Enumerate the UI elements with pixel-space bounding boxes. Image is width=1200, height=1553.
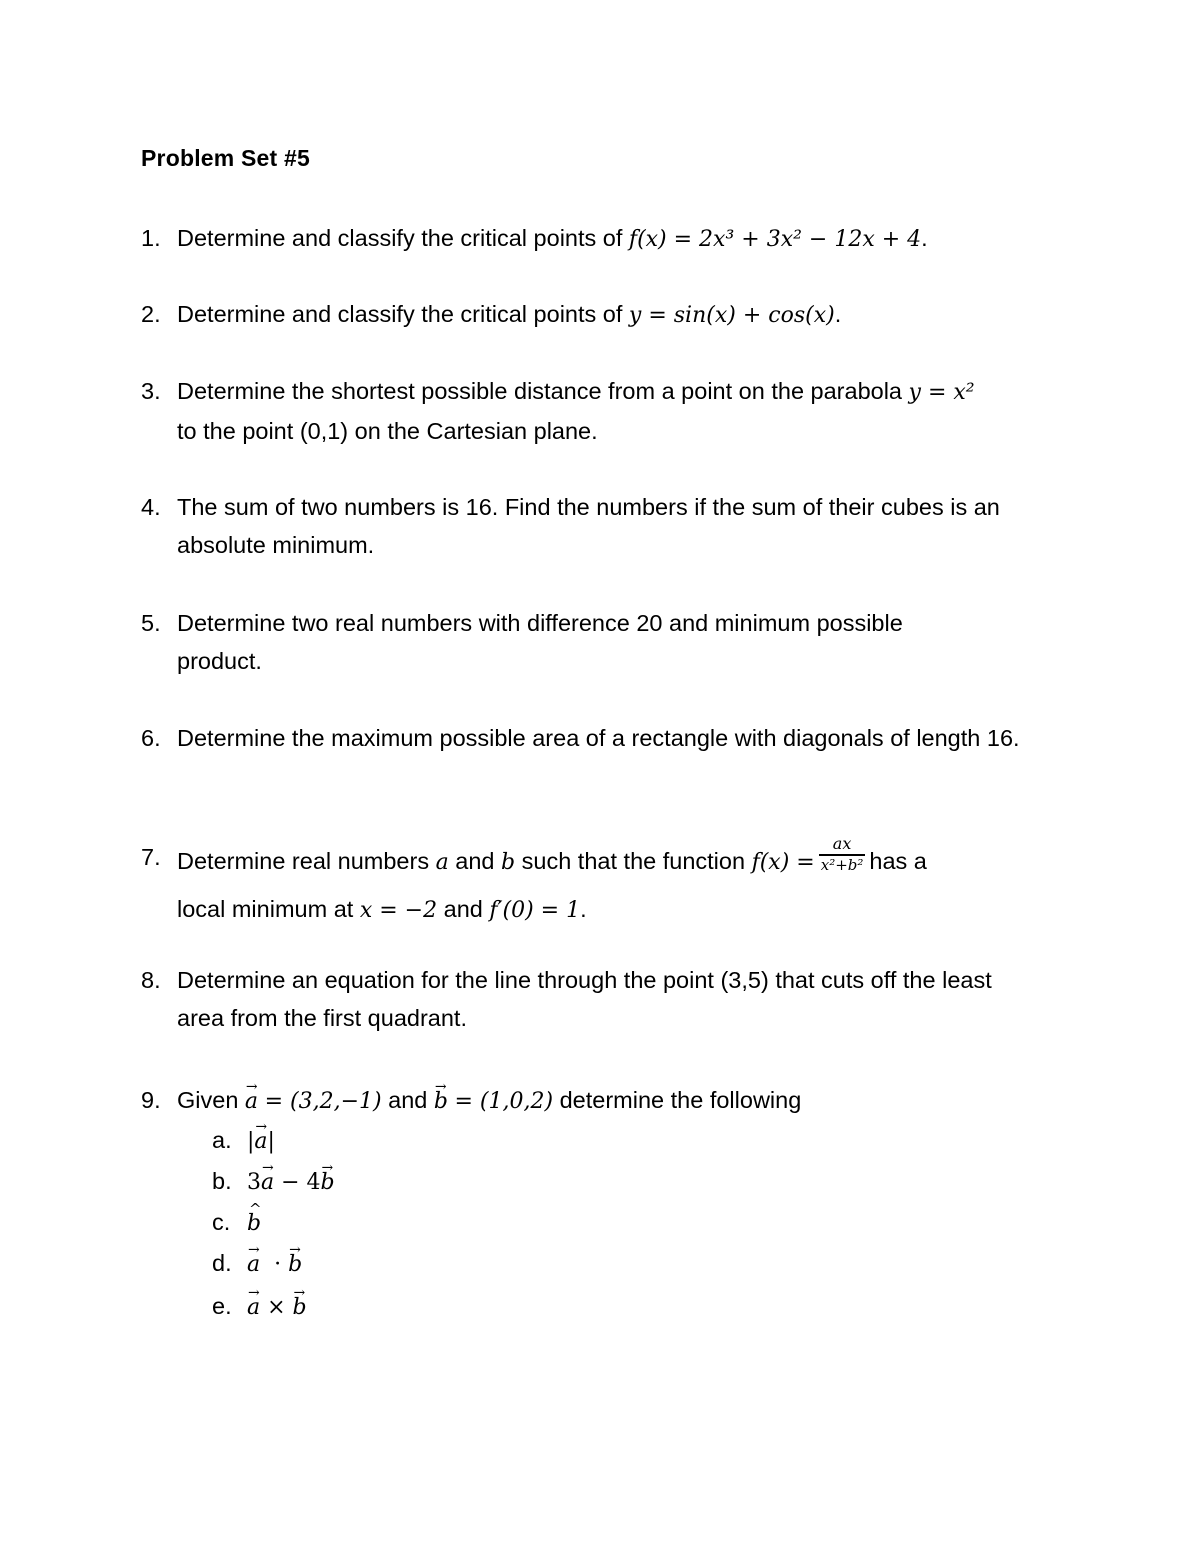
problem-text: Determine real numbers: [177, 848, 430, 874]
problem-number: 8.: [141, 967, 161, 993]
page-title: Problem Set #5: [141, 145, 310, 171]
subpart-e: [212, 1287, 307, 1327]
problem-number: 2.: [141, 301, 161, 327]
problem-text: and: [388, 1087, 428, 1113]
vector-a-definition: = (3,2,−1): [264, 1089, 382, 1114]
subpart-letter: d.: [212, 1250, 232, 1276]
subpart-letter: c.: [212, 1209, 231, 1235]
problem-4: [141, 488, 1071, 564]
problem-5: [141, 604, 1071, 680]
problem-text: Determine two real numbers with difference 20 and minimum possible product.: [177, 610, 903, 674]
subpart-expr: → a × → b: [247, 1295, 307, 1320]
problem-3: [141, 372, 1071, 450]
problem-math: y = x²: [908, 380, 975, 405]
fraction-numerator: ax: [832, 834, 852, 854]
vector-b: → b: [434, 1083, 448, 1121]
problem-6: [141, 719, 1071, 757]
problem-2: [141, 295, 1071, 335]
problem-punct: .: [580, 896, 587, 922]
problem-text: such that the function: [521, 848, 746, 874]
subpart-b: [212, 1162, 335, 1202]
subpart-letter: b.: [212, 1168, 232, 1194]
problem-number: 9.: [141, 1087, 161, 1113]
fraction: [819, 836, 866, 873]
problem-8: [141, 961, 1071, 1037]
problem-text: Given: [177, 1087, 239, 1113]
problem-math: y = sin(x) + cos(x): [628, 303, 835, 328]
subpart-expr: 3→ a − 4→ b: [247, 1170, 335, 1195]
vector-b-definition: = (1,0,2): [454, 1089, 554, 1114]
subpart-expr: ^ b: [247, 1205, 261, 1243]
subpart-letter: a.: [212, 1127, 232, 1153]
condition-math: x = −2: [359, 898, 438, 923]
problem-text: Determine an equation for the line through the point (3,5) that cuts off the least area from the first quadrant.: [177, 967, 992, 1031]
variable-a: a: [435, 850, 449, 875]
problem-text: and: [443, 896, 483, 922]
subpart-expr: |→ a|: [247, 1129, 275, 1154]
subpart-expr: → a · → b: [247, 1252, 302, 1277]
problem-number: 5.: [141, 610, 161, 636]
problem-text: Determine and classify the critical points of: [177, 301, 623, 327]
variable-b: b: [501, 850, 516, 875]
problem-punct: .: [834, 301, 842, 327]
problem-number: 4.: [141, 494, 161, 520]
problem-text: has a: [869, 848, 927, 874]
subpart-letter: e.: [212, 1293, 232, 1319]
vector-a: → a: [245, 1083, 258, 1121]
problem-text-continued: to the point (0,1) on the Cartesian plane.: [177, 418, 598, 444]
problem-number: 7.: [141, 844, 161, 870]
problem-1: [141, 219, 1071, 259]
problem-number: 3.: [141, 378, 161, 404]
problem-number: 6.: [141, 725, 161, 751]
function-lhs: f(x) =: [751, 850, 815, 875]
condition-math: f′(0) = 1: [489, 898, 581, 923]
problem-text: Determine and classify the critical points of: [177, 225, 623, 251]
fraction-denominator: x²+b²: [820, 856, 864, 875]
problem-text: Determine the maximum possible area of a rectangle with diagonals of length 16.: [177, 725, 1020, 751]
problem-text: and: [455, 848, 495, 874]
problem-9: [141, 1081, 1071, 1121]
problem-number: 1.: [141, 225, 161, 251]
problem-text: local minimum at: [177, 896, 354, 922]
problem-punct: .: [921, 225, 928, 251]
problem-math: f(x) = 2x³ + 3x² − 12x + 4: [628, 227, 922, 252]
problem-text: Determine the shortest possible distance from a point on the parabola: [177, 378, 903, 404]
problem-text: The sum of two numbers is 16. Find the numbers if the sum of their cubes is an absolute minimum.: [177, 494, 1000, 558]
problem-text: determine the following: [559, 1087, 802, 1113]
problem-7: [141, 834, 1071, 934]
